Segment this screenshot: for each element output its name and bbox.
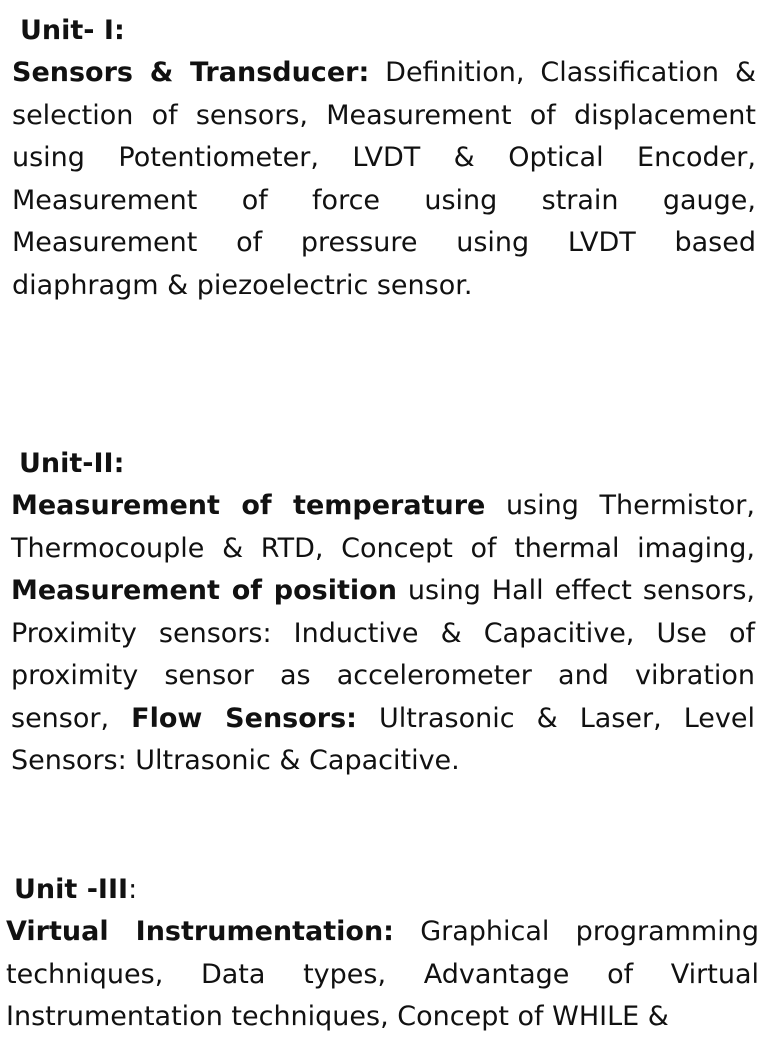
unit-2-text: Ultrasonic & Laser, Level Sensors: Ultrasonic & Capacitive. xyxy=(11,702,755,776)
unit-3-heading-label: Unit -III xyxy=(14,874,129,905)
unit-3-body xyxy=(6,911,759,1039)
unit-2-body xyxy=(11,485,755,783)
unit-1-body xyxy=(12,52,756,307)
unit-1-text: Definition, Classification & selection of sensors, Measurement of displacement using Potentiometer, LVDT & Optical Encoder, Measurement of force using strain gauge, Measurement of pressure using LVDT based diaphragm & piezoelectric sensor. xyxy=(12,57,757,301)
unit-3-text: Graphical programming techniques, Data types, Advantage of Virtual Instrumentation techniques, Concept of WHILE & xyxy=(6,916,759,1032)
unit-3-heading-colon: : xyxy=(128,874,138,905)
unit-2-topic-temperature: Measurement of temperature xyxy=(11,490,486,521)
unit-1-section xyxy=(12,10,756,307)
unit-2-topic-flow-sensors: Flow Sensors: xyxy=(131,702,357,734)
unit-1-heading: Unit- I: xyxy=(20,15,125,46)
unit-2-heading: Unit-II: xyxy=(19,448,125,479)
unit-2-text: using Hall effect sensors, Proximity sensors: Inductive & Capacitive, Use of proximity sensor as accelerometer and vibration sensor, xyxy=(11,575,756,734)
unit-2-section xyxy=(11,443,755,783)
unit-2-text: using Thermistor, Thermocouple & RTD, Concept of thermal imaging, xyxy=(11,490,755,564)
unit-3-heading xyxy=(6,869,759,911)
unit-1-topic-sensors-transducer: Sensors & Transducer: xyxy=(12,57,370,88)
unit-3-section xyxy=(6,869,759,1039)
unit-3-topic-virtual-instrumentation: Virtual Instrumentation: xyxy=(6,916,394,947)
unit-2-topic-position: Measurement of position xyxy=(11,575,397,606)
